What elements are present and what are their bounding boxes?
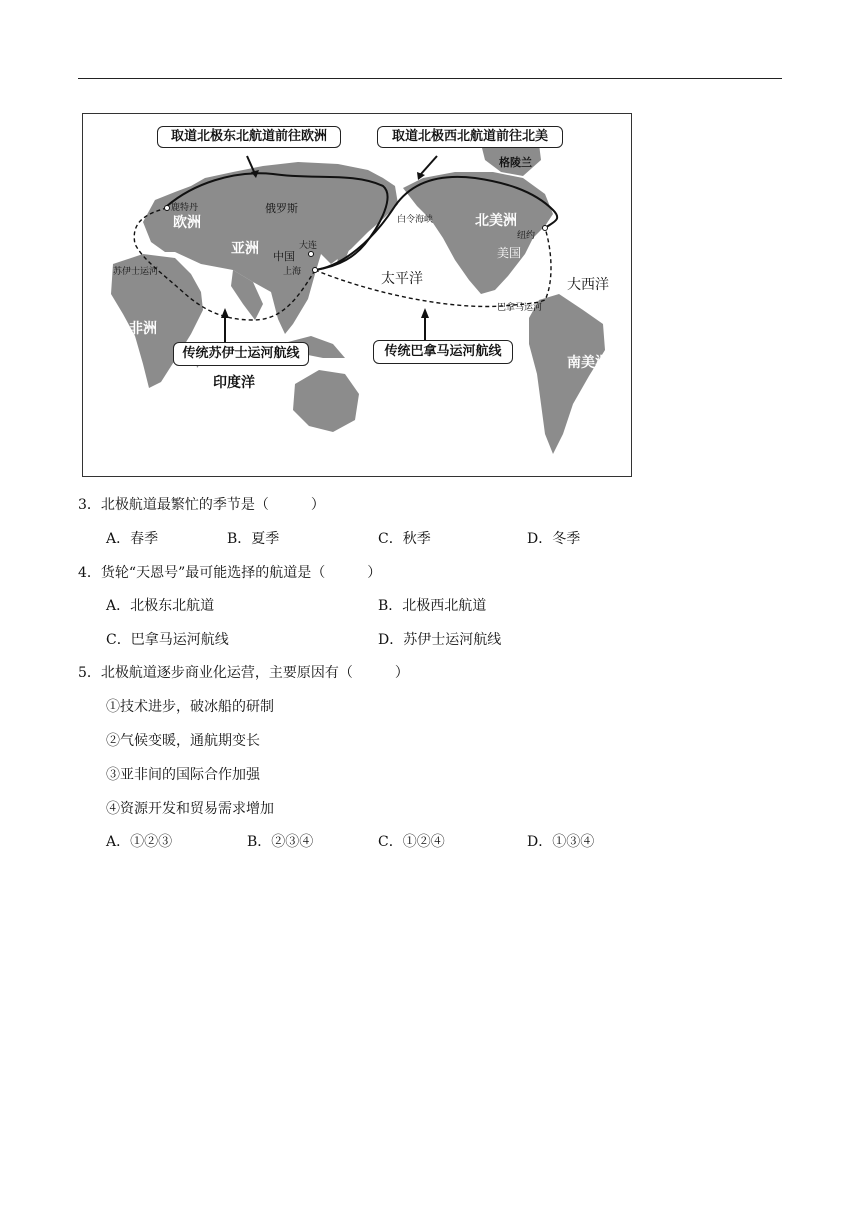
question-4-option-b[interactable]: B．北极西北航道 [378,598,487,614]
panama-callout-arrowhead [421,308,429,318]
label-atlantic: 大西洋 [567,277,609,293]
label-panama-canal: 巴拿马运河 [497,303,543,313]
south-america-landmass [529,294,605,454]
label-bering: 白令海峡 [397,215,434,225]
panama-callout [373,340,513,364]
question-5-statement-4: ④资源开发和贸易需求增加 [106,801,274,817]
label-europe: 欧洲 [173,215,201,231]
dalian-port-marker [309,252,314,257]
label-pacific: 太平洋 [381,271,423,287]
label-russia: 俄罗斯 [265,202,298,215]
question-4-stem: 4．货轮“天恩号”最可能选择的航道是（ ） [78,565,382,581]
question-3-option-d[interactable]: D．冬季 [527,531,581,547]
question-4-option-a[interactable]: A．北极东北航道 [106,598,215,614]
suez-callout-text: 传统苏伊士运河航线 [182,346,300,361]
label-north-america: 北美洲 [475,213,517,229]
label-africa: 非洲 [129,321,157,337]
question-3-option-b[interactable]: B．夏季 [227,531,280,547]
label-china: 中国 [273,250,295,263]
question-4-option-c[interactable]: C．巴拿马运河航线 [106,632,229,648]
northeast-callout-text: 取道北极东北航道前往欧洲 [170,129,327,144]
rotterdam-port-marker [165,206,170,211]
world-shipping-routes-map [82,113,632,477]
label-shanghai: 上海 [283,267,302,277]
question-5-option-b[interactable]: B．②③④ [247,834,314,850]
label-usa: 美国 [497,246,522,260]
header-rule [78,78,782,79]
northwest-callout-text: 取道北极西北航道前往北美 [391,129,548,144]
question-4-option-d[interactable]: D．苏伊士运河航线 [378,632,502,648]
panama-callout-text: 传统巴拿马运河航线 [384,344,502,359]
northwest-callout-arrow [421,156,437,174]
label-indian-ocean: 印度洋 [213,375,255,391]
label-suez-canal: 苏伊士运河 [113,267,159,277]
label-rotterdam: 鹿特丹 [171,203,199,213]
label-dalian: 大连 [299,241,318,251]
question-3-option-a[interactable]: A．春季 [106,531,159,547]
question-5-statement-1: ①技术进步，破冰船的研制 [106,699,274,715]
suez-callout-arrowhead [221,308,229,318]
label-south-america: 南美洲 [567,355,609,371]
newyork-port-marker [543,226,548,231]
shanghai-port-marker [313,268,318,273]
question-3-option-c[interactable]: C．秋季 [378,531,431,547]
question-3-stem: 3．北极航道最繁忙的季节是（ ） [78,497,325,513]
question-5-stem: 5．北极航道逐步商业化运营，主要原因有（ ） [78,665,409,681]
northeast-callout [157,126,341,148]
northwest-callout [377,126,563,148]
suez-callout [173,342,309,366]
question-5-option-d[interactable]: D．①③④ [527,834,595,850]
label-greenland: 格陵兰 [499,156,532,169]
question-5-option-c[interactable]: C．①②④ [378,834,445,850]
question-5-option-a[interactable]: A．①②③ [106,834,173,850]
australia-landmass [293,370,359,432]
question-5-statement-2: ②气候变暖，通航期变长 [106,733,260,749]
label-asia: 亚洲 [231,241,259,257]
question-5-statement-3: ③亚非间的国际合作加强 [106,767,260,783]
label-newyork: 纽约 [517,231,536,241]
